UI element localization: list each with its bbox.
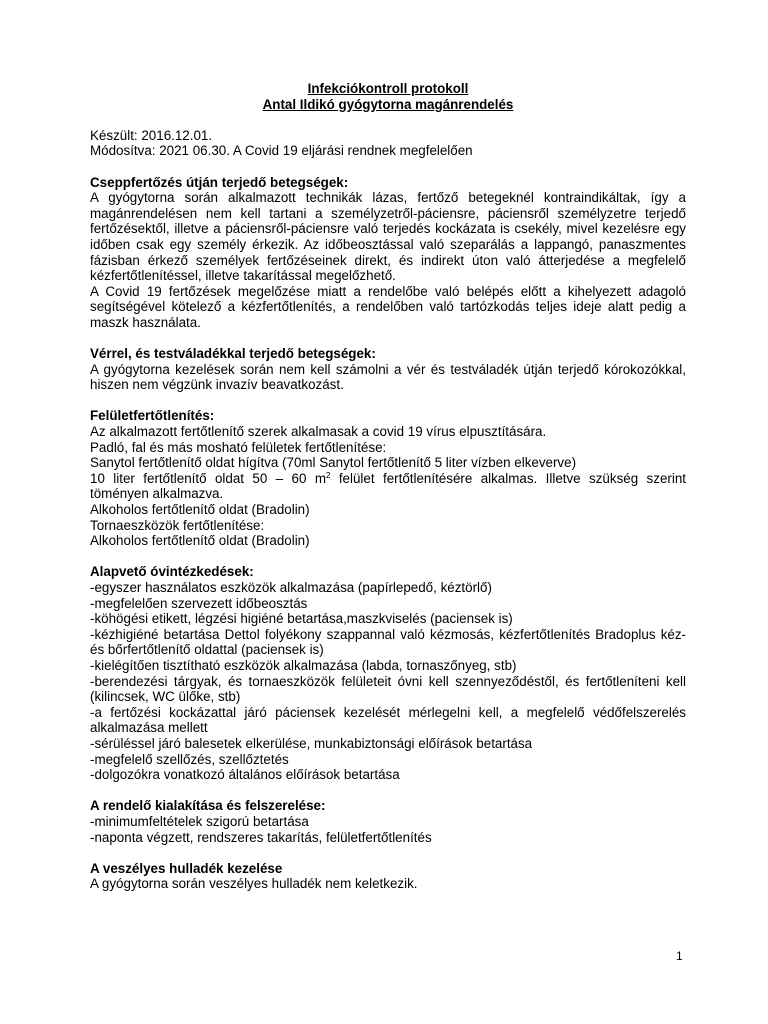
text-line-area: [90, 471, 686, 502]
created-date: Készült: 2016.12.01.: [90, 127, 213, 143]
section-heading-blood: Vérrel, és testváladékkal terjedő betegségek:: [90, 346, 376, 362]
modified-date: Módosítva: 2021 06.30. A Covid 19 eljárási rendnek megfelelően: [90, 143, 473, 159]
text-line: Az alkalmazott fertőtlenítő szerek alkalmasak a covid 19 vírus elpusztítására.: [90, 424, 547, 440]
section-heading-waste: A veszélyes hulladék kezelése: [90, 860, 283, 876]
page-number: 1: [676, 949, 683, 963]
text-line: Padló, fal és más mosható felületek fertőtlenítése:: [90, 439, 387, 455]
text-line: Sanytol fertőtlenítő oldat hígítva (70ml Sanytol fertőtlenítő 5 liter vízben elkeverve): [90, 455, 577, 471]
list-item: -köhögési etikett, légzési higiéné betartása,maszkviselés (paciensek is): [90, 611, 513, 627]
list-item: -a fertőzési kockázattal járó páciensek kezelését mérlegelni kell, a megfelelő védőfelszerelés alkalmazása mellett: [90, 704, 686, 736]
list-item: -naponta végzett, rendszeres takarítás, felületfertőtlenítés: [90, 829, 432, 845]
area-superscript: 2: [325, 470, 331, 480]
section-paragraph: A gyógytorna során veszélyes hulladék nem keletkezik.: [90, 876, 418, 892]
section-paragraph: A gyógytorna során alkalmazott technikák lázas, fertőző betegeknél kontraindikáltak, így a magánrendelésen nem kell tartani a személyzetről-páciensre, páciensről személyzetre terjedő fertőzésektől, illetve a páciensről-páciensre való terjedés kockázata is csekély, mivel kezelésre egy időben csak egy személy érkezik. Az időbeosztással való szeparálás a lappangó, panaszmentes fázisban érkező személyek fertőzéseinek direkt, és indirekt úton való átterjedése a megfelelő kézfertőtlenítéssel, illetve takarítással megelőzhető.: [90, 190, 686, 284]
section-heading-disinfection: Felületfertőtlenítés:: [90, 408, 215, 424]
list-item: -berendezési tárgyak, és tornaeszközök felületeit óvni kell szennyeződéstől, és fertőtleníteni kell (kilincsek, WC ülőke, stb): [90, 673, 686, 705]
text-line: Tornaeszközök fertőtlenítése:: [90, 517, 265, 533]
text-line: Alkoholos fertőtlenítő oldat (Bradolin): [90, 533, 310, 549]
text-line: Alkoholos fertőtlenítő oldat (Bradolin): [90, 502, 310, 518]
list-item: -megfelelően szervezett időbeosztás: [90, 595, 308, 611]
list-item: -dolgozókra vonatkozó általános előírások betartása: [90, 767, 400, 783]
section-heading-office: A rendelő kialakítása és felszerelése:: [90, 798, 326, 814]
document-subtitle: Antal Ildikó gyógytorna magánrendelés: [262, 96, 514, 112]
document-title: Infekciókontroll protokoll: [307, 81, 469, 96]
section-paragraph: A Covid 19 fertőzések megelőzése miatt a rendelőbe való belépés előtt a kihelyezett adagoló segítségével kötelező a kézfertőtlenítés, a rendelőben való tartózkodás teljes ideje alatt pedig a maszk használata.: [90, 283, 686, 330]
section-paragraph: A gyógytorna kezelések során nem kell számolni a vér és testváladék útján terjedő kórokozókkal, hiszen nem végzünk invazív beavatkozást.: [90, 361, 686, 393]
list-item: -kézhigiéné betartása Dettol folyékony szappannal való kézmosás, kézfertőtlenítés Bradoplus kéz- és bőrfertőtlenítő oldattal (paciensek is): [90, 626, 686, 658]
list-item: -sérüléssel járó balesetek elkerülése, munkabiztonsági előírások betartása: [90, 735, 533, 751]
area-text-start: 10 liter fertőtlenítő oldat 50 – 60 m: [90, 470, 326, 486]
document-body: [90, 81, 686, 892]
section-heading-droplet: Cseppfertőzés útján terjedő betegségek:: [90, 174, 349, 190]
list-item: -megfelelő szellőzés, szellőztetés: [90, 751, 289, 767]
area-text-end: felület fertőtlenítésére alkalmas. Illetve szükség szerint töményen alkalmazva.: [90, 470, 686, 502]
list-item: -egyszer használatos eszközök alkalmazása (papírlepedő, kéztörlő): [90, 580, 492, 595]
list-item: -minimumfeltételek szigorú betartása: [90, 813, 309, 829]
list-item: -kielégítően tisztítható eszközök alkalmazása (labda, tornaszőnyeg, stb): [90, 657, 517, 673]
section-heading-precautions: Alapvető óvintézkedések:: [90, 564, 254, 580]
